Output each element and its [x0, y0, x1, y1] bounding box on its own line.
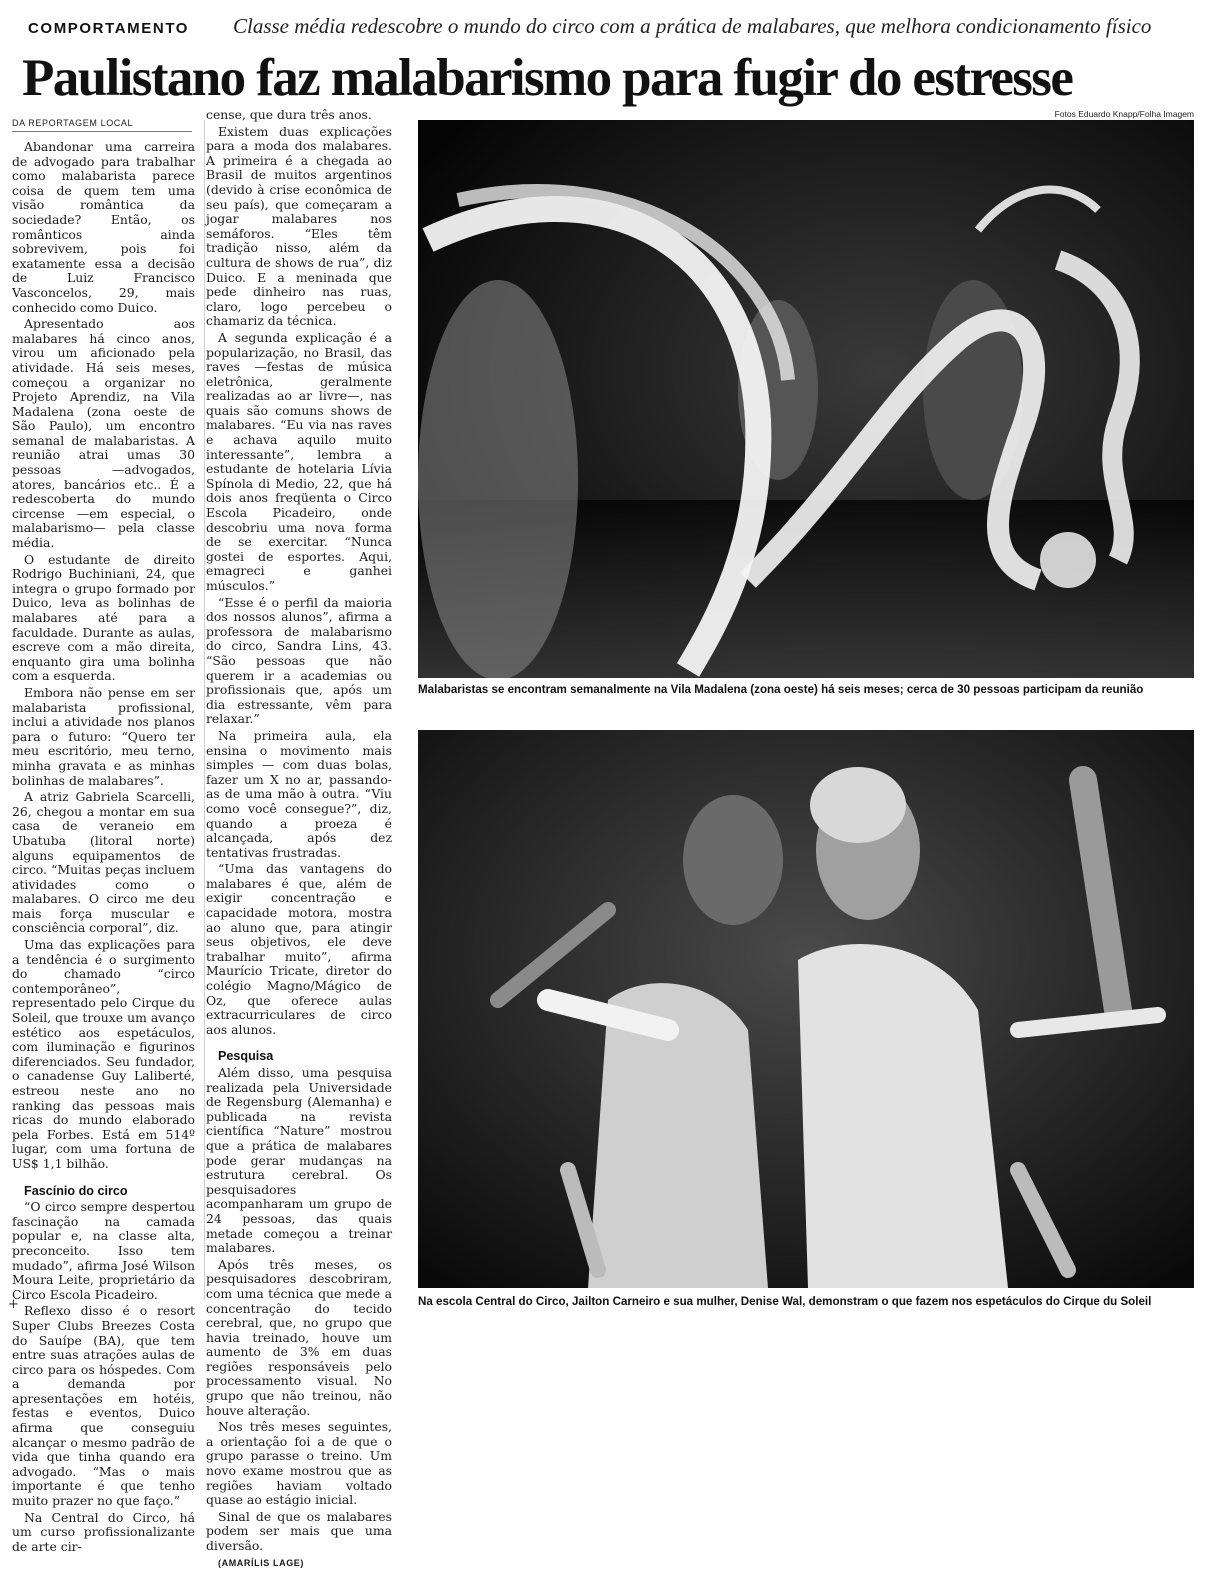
paragraph: A segunda explicação é a popularização, no Brasil, das raves —festas de música eletrônica, geralmente realizadas ao ar livre—, nas quais são comuns shows de malabares. “Eu via nas raves e achava aquilo muito interessante”, lembra a estudante de hotelaria Lívia Spínola di Medio, 22, que há dois anos freqüenta o Circo Escola Picadeiro, onde descobriu uma nova forma de se exercitar. “Nunca gostei de esportes. Aqui, emagreci e ganhei músculos.” [206, 329, 392, 593]
photo-fire-jugglers [418, 120, 1194, 678]
headline: Paulistano faz malabarismo para fugir do estresse [22, 49, 1073, 107]
paragraph: Após três meses, os pesquisadores descobriram, com uma técnica que mede a concentração do tecido cerebral, que, no grupo que havia treinado, houve um aumento de 3% em duas regiões responsáveis pelo processamento visual. No grupo que não treinou, não houve alteração. [206, 1256, 392, 1418]
paragraph: Abandonar uma carreira de advogado para trabalhar como malabarista parece coisa de quem tem uma visão romântica da sociedade? Então, os românticos ainda sobrevivem, pois foi exatamente essa a decisão de Luiz Francisco Vasconcelos, 29, mais conhecido como Duico. [12, 139, 195, 315]
paragraph: Sinal de que os malabares podem ser mais que uma diversão. [206, 1508, 392, 1553]
paragraph: Existem duas explicações para a moda dos malabares. A primeira é a chegada ao Brasil de muitos argentinos (devido à crise econômica de seu país), que começaram a jogar malabares nos semáforos. “Eles têm tradição nisso, além da cultura de shows de rua”, diz Duico. E a meninada que pede dinheiro nas ruas, claro, logo percebeu o chamariz da técnica. [206, 123, 392, 329]
juggling-couple-image [418, 730, 1194, 1288]
photo-caption-1: Malabaristas se encontram semanalmente na Vila Madalena (zona oeste) há seis meses; cerca de 30 pessoas participam da reunião [418, 683, 1144, 696]
paragraph: Na Central do Circo, há um curso profissionalizante de arte cir- [12, 1509, 195, 1554]
paragraph: Reflexo disso é o resort Super Clubs Breezes Costa do Sauípe (BA), que tem entre suas atrações aulas de circo para os hóspedes. Com a demanda por apresentações em hotéis, festas e eventos, Duico afirma que conseguiu alcançar o mesmo padrão de vida que tinha quando era advogado. “Mas o mais importante é que tenho muito prazer no que faço.” [12, 1303, 195, 1509]
author-signature: (AMARÍLIS LAGE) [218, 1557, 304, 1568]
article-column-2 [206, 108, 392, 1570]
subhead: Fascínio do circo [24, 1183, 128, 1198]
paragraph: Além disso, uma pesquisa realizada pela Universidade de Regensburg (Alemanha) e publicada na revista científica “Nature” mostrou que a prática de malabares pode gerar mudanças na estrutura cerebral. Os pesquisadores acompanharam um grupo de 24 pessoas, das quais metade começou a treinar malabares. [206, 1065, 392, 1256]
photo-caption-2: Na escola Central do Circo, Jailton Carneiro e sua mulher, Denise Wal, demonstram o que fazem nos espetáculos do Cirque du Soleil [418, 1295, 1152, 1308]
fire-juggling-image [418, 120, 1194, 678]
paragraph: “Uma das vantagens do malabares é que, além de exigir concentração e capacidade motora, mostra ao aluno que, para atingir seus objetivos, ele deve trabalhar muito”, afirma Maurício Tricate, diretor do colégio Magno/Mágico de Oz, que oferece aulas extracurriculares de circo aos alunos. [206, 861, 392, 1037]
kicker: Classe média redescobre o mundo do circo com a prática de malabares, que melhora condicionamento físico [233, 14, 1152, 38]
paragraph: “O circo sempre despertou fascinação na camada popular e, na classe alta, preconceito. Isso tem mudado”, afirma José Wilson Moura Leite, proprietário da Circo Escola Picadeiro. [12, 1199, 195, 1302]
paragraph: “Esse é o perfil da maioria dos nossos alunos”, afirma a professora de malabarismo do circo, Sandra Lins, 43. “São pessoas que não querem ir a academias ou profissionais que, após um dia estressante, vêm para relaxar.” [206, 594, 392, 727]
column-rule [204, 120, 205, 1300]
paragraph: Nos três meses seguintes, a orientação foi a de que o grupo parasse o treino. Um novo exame mostrou que as regiões haviam voltado quase ao estágio inicial. [206, 1419, 392, 1508]
kicker-row [28, 14, 1198, 40]
paragraph: A atriz Gabriela Scarcelli, 26, chegou a montar em sua casa de veraneio em Ubatuba (litoral norte) alguns equipamentos de circo. “Muitas peças incluem atividades como o malabares. O circo me deu mais força muscular e consciência corporal”, diz. [12, 789, 195, 936]
paragraph: Na primeira aula, ela ensina o movimento mais simples — com duas bolas, fazer um X no ar, passando-as de uma mão à outra. “Viu como você consegue?”, diz, quando a proeza é alcançada, após dez tentativas frustradas. [206, 727, 392, 860]
photo-juggling-couple [418, 730, 1194, 1288]
paragraph: Embora não pense em ser malabarista profissional, inclui a atividade nos planos para o futuro: “Quero ter meu escritório, meu terno, minha gravata e as minhas bolinhas de malabares”. [12, 684, 195, 788]
subhead: Pesquisa [218, 1049, 274, 1064]
byline: DA REPORTAGEM LOCAL [12, 118, 192, 132]
photo-credit: Fotos Eduardo Knapp/Folha Imagem [1054, 109, 1194, 119]
paragraph: cense, que dura três anos. [206, 107, 372, 122]
section-tag: COMPORTAMENTO [28, 20, 190, 37]
article-column-1 [12, 140, 195, 1556]
paragraph: Uma das explicações para a tendência é o surgimento do chamado “circo contemporâneo”, representado pelo Cirque du Soleil, que trouxe um avanço estético aos espetáculos, com iluminação e figurinos diferenciados. Seu fundador, o canadense Guy Laliberté, estreou neste ano no ranking das pessoas mais ricas do mundo elaborado pela Forbes. Está em 514º lugar, com uma fortuna de US$ 1,1 bilhão. [12, 937, 195, 1171]
paragraph: Apresentado aos malabares há cinco anos, virou um aficionado pela atividade. Há seis meses, começou a organizar no Projeto Aprendiz, na Vila Madalena (zona oeste de São Paulo), um encontro semanal de malabaristas. A reunião atrai umas 30 pessoas —advogados, atores, bancários etc.. É a redescoberta do mundo circense —em especial, o malabarismo— pela classe média. [12, 316, 195, 551]
paragraph: O estudante de direito Rodrigo Buchiniani, 24, que integra o grupo formado por Duico, leva as bolinhas de malabares até para a faculdade. Durante as aulas, escreve com a mão direita, enquanto gira uma bolinha com a esquerda. [12, 551, 195, 684]
crop-mark: + [8, 1297, 19, 1312]
